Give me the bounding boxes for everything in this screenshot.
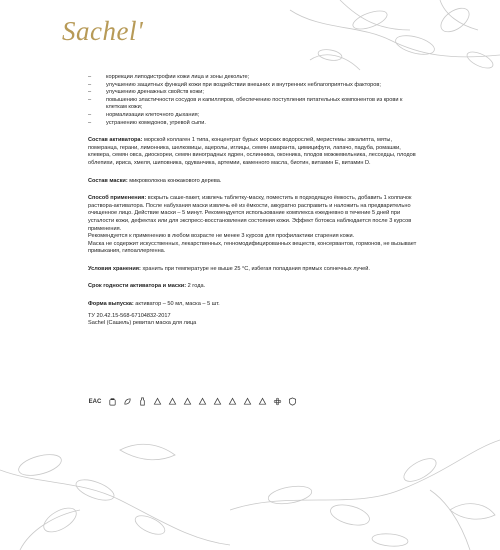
storage-conditions — [88, 266, 418, 274]
list-item: – нормализации клеточного дыхания; — [88, 112, 418, 120]
certification-icons — [88, 397, 297, 406]
usage-text: вскрыть саше-пакет, извлечь таблетку-маску, поместить в подходящую ёмкость, добавить 1 колпачок раствора-активатора. После набухания маски извлечь её из ёмкости, аккуратно расправить и наложить на предварительно очищенное лицо. Действие маски – 5 минут. Рекомендуется использование комплекса ежедневно в течение 5 дней при усталости кожи, дефектах или для экспресс-восстановления состояния кожи. Эффект ботокса наблюдается после 3 курсов применения. — [88, 195, 412, 232]
list-item: – улучшению дренажных свойств кожи; — [88, 89, 418, 97]
list-item: – устранению комедонов, угревой сыпи. — [88, 120, 418, 128]
shelf-life-label: Срок годности активатора и маски: — [88, 283, 187, 290]
mask-text: микроволокна конжакового дерева. — [129, 177, 222, 184]
mask-composition — [88, 178, 418, 186]
leaf-icon — [123, 397, 132, 406]
floral-bottom-left-decoration — [0, 430, 230, 550]
release-form-label: Форма выпуска: — [88, 301, 134, 308]
usage-note: Маска не содержит искусственных, лекарственных, генномодифицированных веществ, консервантов, гормонов, не вызывает привыкания, гипоаллергенна. — [88, 240, 417, 255]
floral-bottom-right-decoration — [230, 430, 500, 550]
storage-label: Условия хранения: — [88, 265, 141, 272]
tu-code: ТУ 20.42.15-568-67104832-2017 — [88, 312, 171, 319]
product-description — [88, 74, 418, 328]
flower-icon — [273, 397, 282, 406]
floral-top-right-decoration — [250, 0, 500, 80]
shelf-life — [88, 283, 418, 291]
release-form — [88, 301, 418, 309]
activator-composition — [88, 137, 418, 167]
recycle-icon — [168, 397, 177, 406]
list-item: – улучшению защитных функций кожи при воздействии внешних и внутренних неблагоприятных факторов; — [88, 82, 418, 90]
recycle-icon — [183, 397, 192, 406]
usage-recommendation: Рекомендуется к применению в любом возрасте не менее 3 курсов для профилактики старения кожи. — [88, 233, 355, 240]
recycle-icon — [258, 397, 267, 406]
mask-label: Состав маски: — [88, 177, 128, 184]
list-item: – повышению эластичности сосудов и капилляров, обеспечению поступления питательных компонентов из крови к клеткам кожи; — [88, 97, 418, 112]
product-name: Sachel (Сашель) ревитал маска для лица — [88, 320, 197, 327]
usage-section — [88, 195, 418, 256]
release-form-text: активатор – 50 мл, маска – 5 шт. — [135, 301, 220, 308]
recycle-icon — [228, 397, 237, 406]
shelf-life-text: 2 года. — [187, 283, 206, 290]
cosmetic-jar-icon — [108, 397, 117, 406]
usage-label: Способ применения: — [88, 195, 147, 202]
activator-text: морской коллаген 1 типа, концентрат бурых морских водорослей, меристемы эвкалипта, мяты, померанца, герани, лимонника, шелковицы, ацеролы, иглицы, семян амаранта, цимицифуги, лапачо, падуба, ромашки, клевера, семян овса, диоскореи, семян виноградных ядрен, ослинника, оконника, плодов можжевельника, лесседцы, плодов облепихи, ириса, хмеля, шиповника, одуванчика, артемии, каменного масла, биотин, витамин Е, витамин D. — [88, 137, 416, 166]
brand-logo: Sachel' — [62, 16, 144, 46]
bottle-icon — [138, 397, 147, 406]
storage-text: хранить при температуре не выше 25 °С, избегая попадания прямых солнечных лучей. — [142, 265, 370, 272]
activator-label: Состав активатора: — [88, 137, 143, 144]
recycle-icon — [153, 397, 162, 406]
eac-icon: EAC — [88, 398, 102, 405]
benefits-list — [88, 74, 418, 127]
recycle-icon — [213, 397, 222, 406]
shield-icon — [288, 397, 297, 406]
list-item: – коррекции липодистрофии кожи лица и зоны декольте; — [88, 74, 418, 82]
usage-instructions — [88, 195, 418, 233]
recycle-icon — [243, 397, 252, 406]
recycle-icon — [198, 397, 207, 406]
